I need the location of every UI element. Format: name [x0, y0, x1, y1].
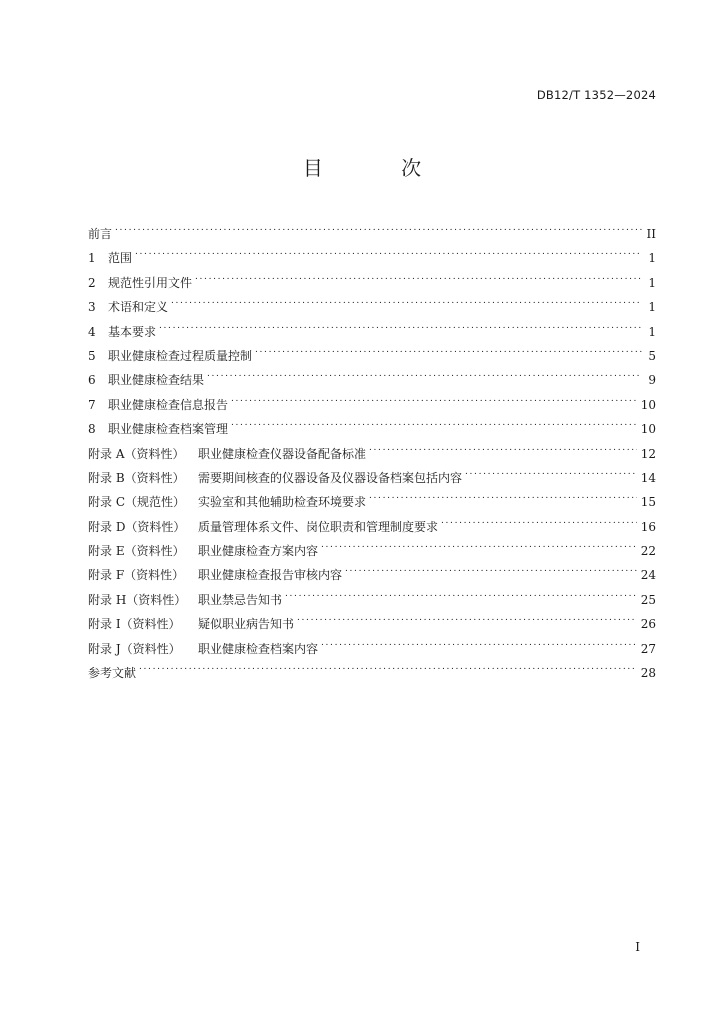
toc-page-number: II	[646, 227, 656, 241]
toc-entry-label	[88, 663, 136, 683]
toc-page-number: 22	[640, 544, 656, 559]
toc-entry[interactable]	[88, 559, 656, 583]
toc-entry-title: 实验室和其他辅助检查环境要求	[198, 495, 367, 510]
toc-page-number: 1	[648, 324, 656, 339]
toc-entry-number: 4	[88, 324, 96, 339]
toc-entry-title: 职业健康检查报告审核内容	[198, 568, 343, 583]
toc-dot-leader	[159, 316, 642, 336]
toc-entry-number: 3	[88, 300, 96, 315]
toc-page-number: 1	[648, 275, 656, 290]
toc-annex-prefix: 附录 E（资料性）	[88, 544, 185, 559]
toc-entry-label	[88, 590, 282, 610]
toc-entry-label	[88, 444, 366, 464]
toc-page-number: 16	[640, 519, 656, 534]
toc-dot-leader	[255, 340, 642, 360]
toc-entry-label	[88, 370, 204, 390]
toc-dot-leader	[369, 486, 637, 506]
toc-page-number: 27	[640, 641, 656, 656]
toc-page-number: 28	[640, 666, 656, 681]
toc-entry-title: 职业健康检查档案内容	[198, 641, 319, 656]
toc-entry-label	[88, 492, 366, 512]
toc-entry[interactable]	[88, 242, 656, 266]
toc-annex-prefix: 附录 D（资料性）	[88, 519, 186, 534]
toc-page-number: 10	[640, 422, 656, 437]
toc-entry-number: 1	[88, 251, 96, 266]
toc-entry[interactable]	[88, 316, 656, 340]
toc-entry-label	[88, 565, 342, 585]
toc-entry-number: 7	[88, 397, 96, 412]
toc-dot-leader	[135, 242, 642, 262]
toc-entry-title: 疑似职业病告知书	[198, 617, 295, 632]
toc-page-number: 14	[640, 470, 656, 485]
toc-dot-leader	[231, 413, 637, 433]
toc-entry[interactable]	[88, 340, 656, 364]
toc-page-number: 12	[640, 446, 656, 461]
toc-annex-prefix: 附录 J（资料性）	[88, 641, 181, 656]
toc-entry[interactable]	[88, 511, 656, 535]
toc-entry[interactable]	[88, 413, 656, 437]
toc-annex-prefix: 附录 H（资料性）	[88, 592, 187, 607]
page-number: I	[635, 940, 640, 954]
toc-entry-title: 前言	[88, 227, 113, 241]
toc-entry-title: 职业健康检查档案管理	[108, 422, 229, 437]
toc-entry[interactable]	[88, 291, 656, 315]
toc-entry-title: 职业健康检查过程质量控制	[108, 348, 253, 363]
toc-entry-title: 参考文献	[88, 666, 137, 681]
toc-entry-title: 职业禁忌告知书	[198, 592, 283, 607]
toc-entry-number: 8	[88, 422, 96, 437]
toc-entry-label	[88, 322, 156, 342]
toc-entry-title: 规范性引用文件	[108, 275, 193, 290]
toc-entry-label	[88, 639, 318, 659]
toc-annex-prefix: 附录 I（资料性）	[88, 617, 181, 632]
toc-entry[interactable]	[88, 584, 656, 608]
toc-annex-prefix: 附录 C（规范性）	[88, 495, 185, 510]
toc-entry-number: 5	[88, 348, 96, 363]
toc-entry-label	[88, 248, 132, 268]
toc-dot-leader	[139, 657, 637, 677]
toc-entry[interactable]	[88, 486, 656, 510]
toc-dot-leader	[441, 511, 637, 531]
toc-dot-leader	[321, 535, 637, 555]
toc-page-number: 1	[648, 300, 656, 315]
toc-entry-title: 职业健康检查仪器设备配备标准	[198, 446, 367, 461]
toc-entry[interactable]	[88, 218, 656, 242]
document-code: DB12/T 1352—2024	[536, 88, 656, 102]
toc-entry[interactable]	[88, 389, 656, 413]
toc-dot-leader	[369, 438, 637, 458]
toc-entry[interactable]	[88, 438, 656, 462]
toc-annex-prefix: 附录 F（资料性）	[88, 568, 185, 583]
toc-entry[interactable]	[88, 633, 656, 657]
toc-title: 目 次	[302, 156, 458, 180]
toc-page-number: 24	[640, 568, 656, 583]
toc-entry[interactable]	[88, 657, 656, 681]
toc-entry-label	[88, 614, 294, 634]
toc-annex-prefix: 附录 B（资料性）	[88, 470, 185, 485]
toc-entry-title: 术语和定义	[108, 300, 169, 315]
toc-entry-label	[88, 419, 228, 439]
toc-dot-leader	[297, 608, 637, 628]
toc-page-number: 26	[640, 617, 656, 632]
toc-entry-number: 6	[88, 373, 96, 388]
toc-dot-leader	[115, 218, 642, 238]
toc-entry[interactable]	[88, 608, 656, 632]
toc-dot-leader	[195, 267, 642, 287]
toc-page-number: 25	[640, 592, 656, 607]
toc-entry-title: 范围	[108, 251, 133, 266]
toc-entry-title: 质量管理体系文件、岗位职责和管理制度要求	[198, 519, 439, 534]
toc-entry-title: 职业健康检查信息报告	[108, 397, 229, 412]
toc-entry-label	[88, 395, 228, 415]
toc-entry[interactable]	[88, 364, 656, 388]
toc-entry-title: 职业健康检查结果	[108, 373, 205, 388]
toc-page-number: 9	[648, 373, 656, 388]
toc-dot-leader	[285, 584, 637, 604]
toc-entry-number: 2	[88, 275, 96, 290]
toc-entry-title: 需要期间核查的仪器设备及仪器设备档案包括内容	[198, 470, 463, 485]
toc-dot-leader	[321, 633, 637, 653]
toc-entry[interactable]	[88, 462, 656, 486]
toc-entry-label	[88, 297, 168, 317]
toc-page-number: 15	[640, 495, 656, 510]
table-of-contents	[88, 218, 656, 681]
toc-entry-label	[88, 468, 462, 488]
toc-entry-title: 职业健康检查方案内容	[198, 544, 319, 559]
toc-entry-title: 基本要求	[108, 324, 157, 339]
toc-entry[interactable]	[88, 535, 656, 559]
toc-entry-label	[88, 273, 192, 293]
toc-dot-leader	[171, 291, 642, 311]
toc-page-number: 10	[640, 397, 656, 412]
toc-annex-prefix: 附录 A（资料性）	[88, 446, 185, 461]
toc-entry-label	[88, 541, 318, 561]
toc-dot-leader	[345, 559, 637, 579]
toc-dot-leader	[231, 389, 637, 409]
toc-entry-label	[88, 517, 438, 537]
toc-dot-leader	[207, 364, 642, 384]
toc-entry-label	[88, 224, 112, 244]
toc-page-number: 1	[648, 251, 656, 266]
toc-entry[interactable]	[88, 267, 656, 291]
toc-entry-label	[88, 346, 252, 366]
toc-page-number: 5	[648, 348, 656, 363]
toc-dot-leader	[465, 462, 637, 482]
